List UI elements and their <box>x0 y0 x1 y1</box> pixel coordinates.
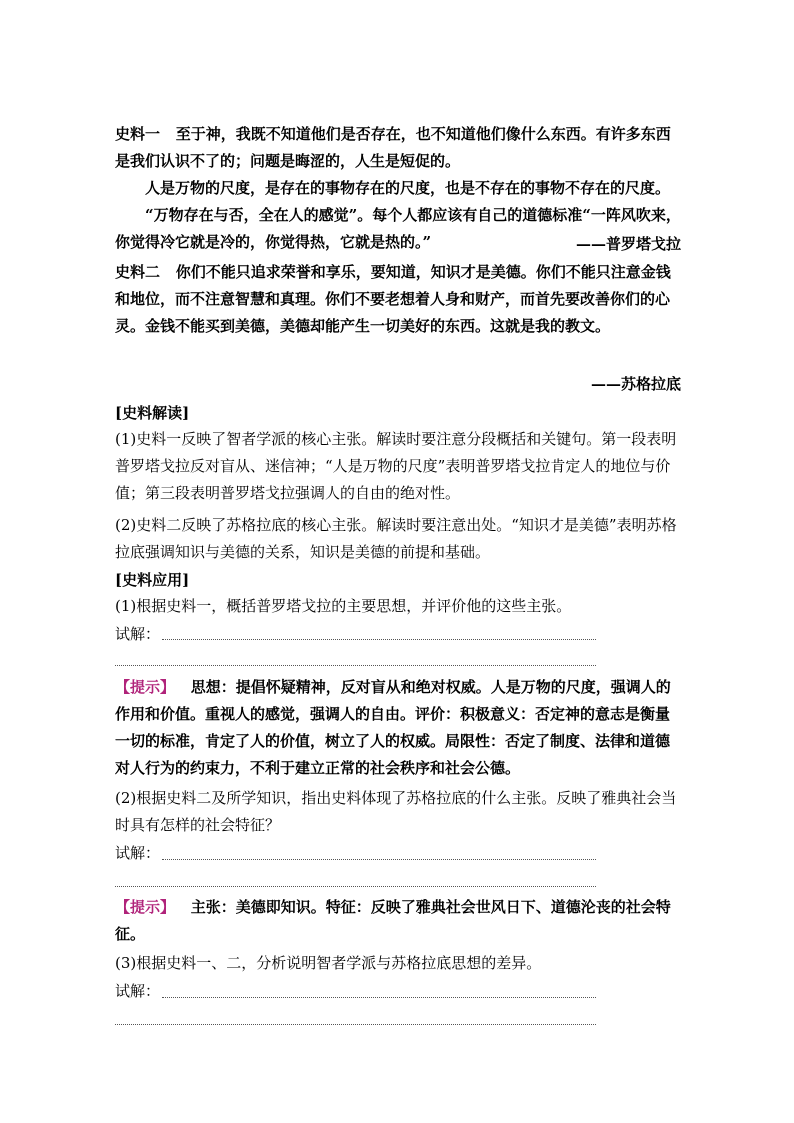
source1-attribution: ——普罗塔戈拉 <box>575 235 681 253</box>
question-2: (2)根据史料二及所学知识，指出史料体现了苏格拉底的什么主张。反映了雅典社会当时具有怎样的社会特征？ <box>115 789 677 834</box>
answer-line-2a[interactable] <box>162 859 596 860</box>
hint-label-2: 【提示】 <box>115 898 176 916</box>
hint-label-1: 【提示】 <box>115 678 176 696</box>
source1-paragraph1 <box>115 121 681 175</box>
hint-2 <box>115 894 681 948</box>
question-1: (1)根据史料一，概括普罗塔戈拉的主要思想，并评价他的这些主张。 <box>115 597 572 615</box>
answer-line-2b[interactable] <box>115 886 596 887</box>
answer-line-1b[interactable] <box>115 665 596 666</box>
interpretation-item2: (2)史料二反映了苏格拉底的核心主张。解读时要注意出处。“知识才是美德”表明苏格拉底强调知识与美德的关系，知识是美德的前提和基础。 <box>115 516 677 561</box>
hint-text-1: 思想：提倡怀疑精神，反对盲从和绝对权威。人是万物的尺度，强调人的作用和价值。重视人的感觉，强调人的自由。评价：积极意义：否定神的意志是衡量一切的标准，肯定了人的价值，树立了人的权威。局限性：否定了制度、法律和道德对人行为的约束力，不利于建立正常的社会秩序和社会公德。 <box>115 678 671 777</box>
source1-paragraph2: 人是万物的尺度，是存在的事物存在的尺度，也是不存在的事物不存在的尺度。 <box>145 179 671 197</box>
answer-label-3: 试解： <box>115 982 161 1000</box>
answer-line-3b[interactable] <box>115 1024 596 1025</box>
hint-text-2: 主张：美德即知识。特征：反映了雅典社会世风日下、道德沦丧的社会特征。 <box>115 898 671 943</box>
answer-line-1a[interactable] <box>162 639 596 640</box>
source1-label: 史料一 <box>115 125 161 143</box>
question-3: (3)根据史料一、二，分析说明智者学派与苏格拉底思想的差异。 <box>115 954 542 972</box>
source1-paragraph3: “万物存在与否，全在人的感觉”。每个人都应该有自己的道德标准“一阵风吹来，你觉得冷它就是冷的，你觉得热，它就是热的。” <box>115 206 681 251</box>
application-heading: [史料应用] <box>115 571 190 589</box>
interpretation-heading: [史料解读] <box>115 404 190 422</box>
answer-line-3a[interactable] <box>162 997 596 998</box>
source1-text1: 至于神，我既不知道他们是否存在，也不知道他们像什么东西。有许多东西是我们认识不了的；问题是晦涩的，人生是短促的。 <box>115 125 671 170</box>
answer-label-2: 试解： <box>115 844 161 862</box>
hint-1 <box>115 674 681 782</box>
source2-attribution: ——苏格拉底 <box>590 375 681 393</box>
source2-text1: 你们不能只追求荣誉和享乐，要知道，知识才是美德。你们不能只注意金钱和地位，而不注意智慧和真理。你们不要老想着人身和财产，而首先要改善你们的心灵。金钱不能买到美德，美德却能产生一切美好的东西。这就是我的教文。 <box>115 263 671 335</box>
interpretation-item1: (1)史料一反映了智者学派的核心主张。解读时要注意分段概括和关键句。第一段表明普罗塔戈拉反对盲从、迷信神；“人是万物的尺度”表明普罗塔戈拉肯定人的地位与价值；第三段表明普罗塔戈拉强调人的自由的绝对性。 <box>115 430 677 502</box>
source2-paragraph1 <box>115 259 681 340</box>
answer-label-1: 试解： <box>115 625 161 643</box>
source2-label: 史料二 <box>115 263 161 281</box>
